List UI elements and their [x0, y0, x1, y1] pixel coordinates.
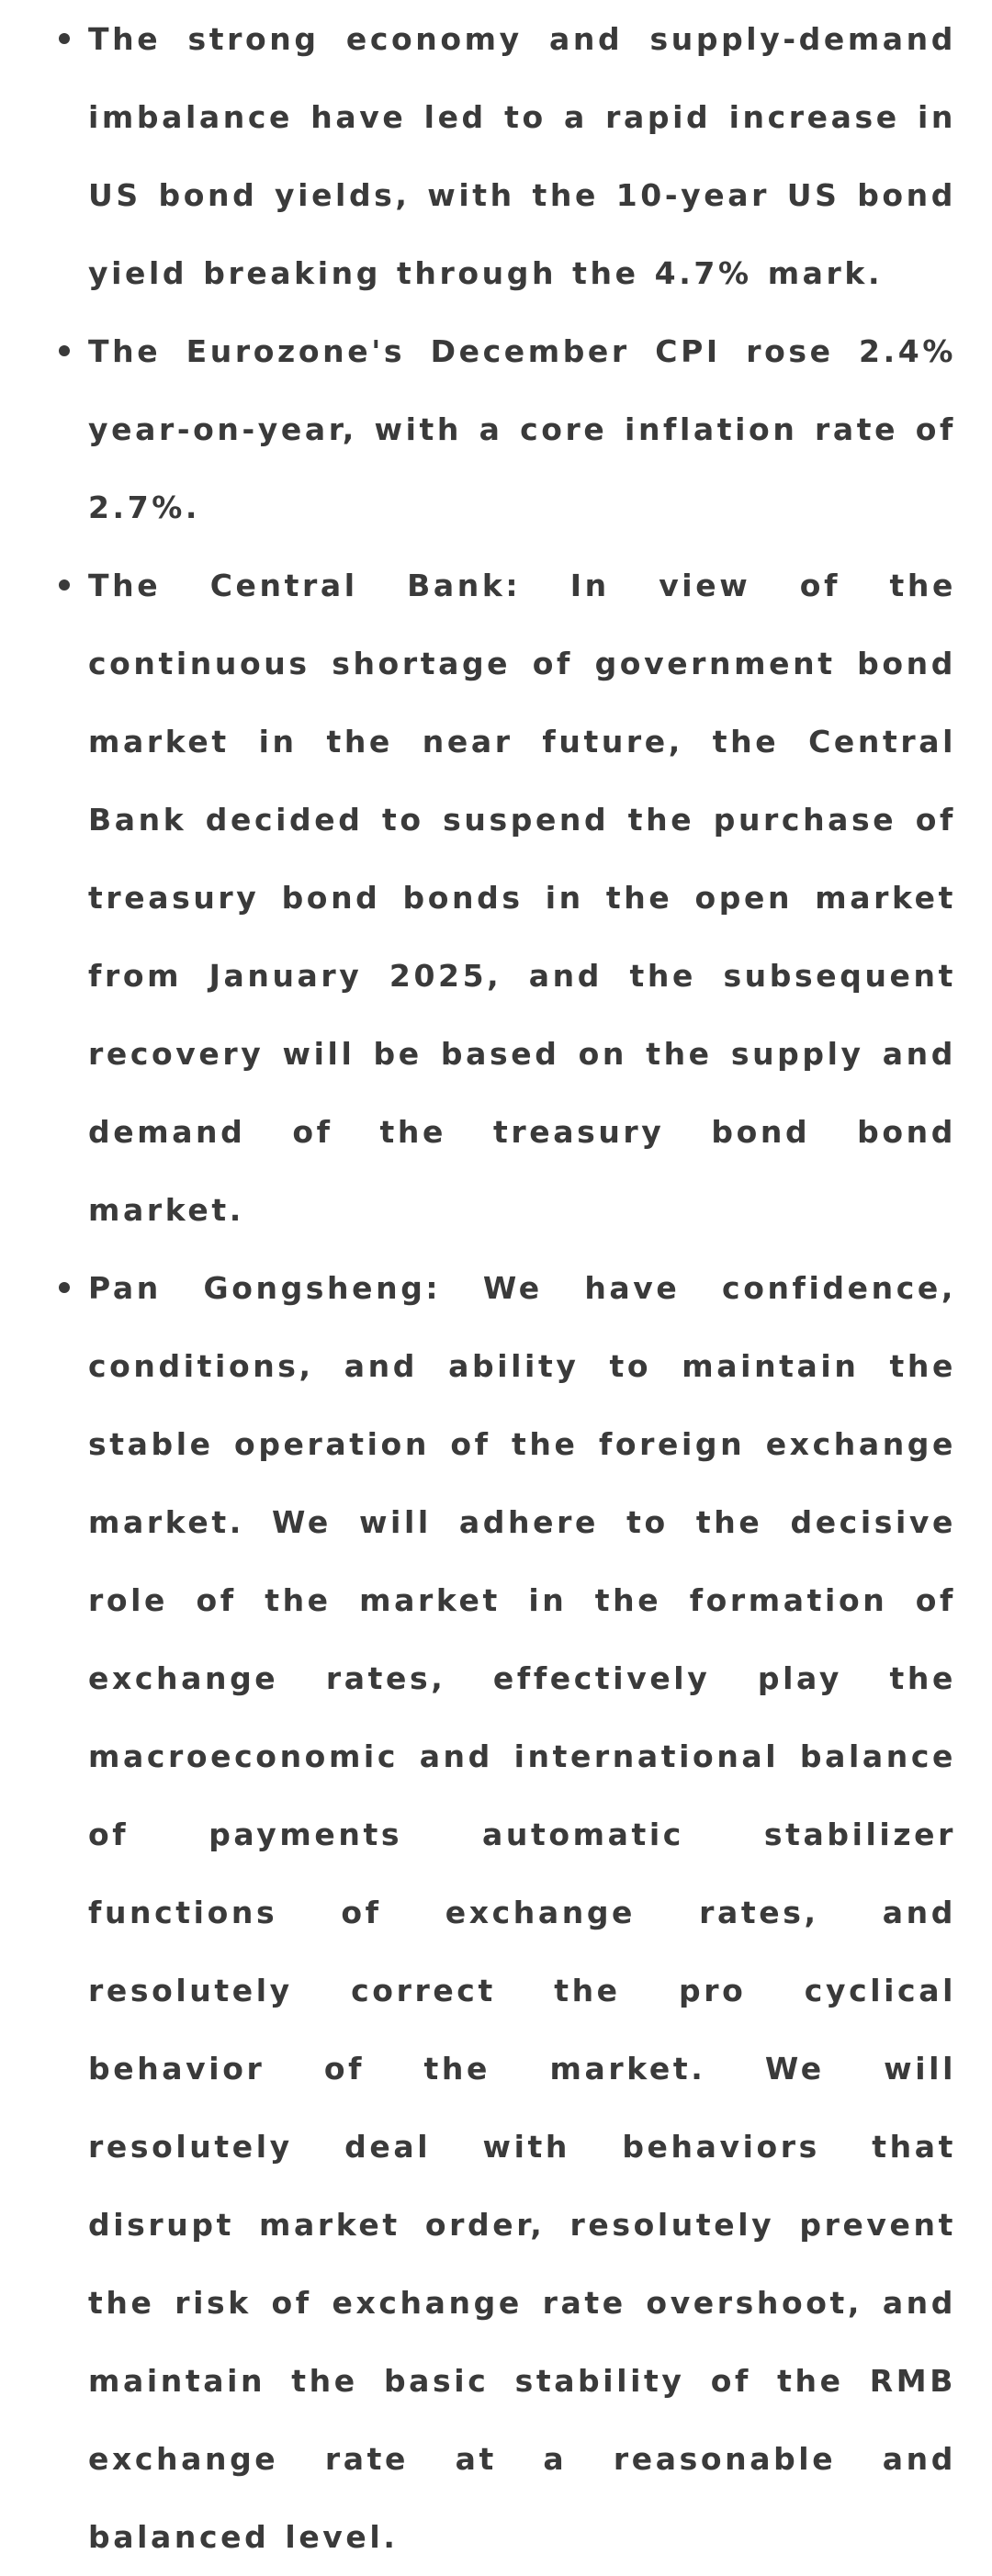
list-item	[88, 546, 956, 1249]
bullet-dot-icon	[59, 1282, 70, 1293]
list-item	[88, 0, 956, 312]
list-item-text: The Central Bank: In view of the continuous shortage of government bond market in the near future, the Central Bank decided to suspend the purchase of treasury bond bonds in the open market from January 2025, and the subsequent recovery will be based on the supply and demand of the treasury bond bond market.	[88, 568, 956, 1228]
bullet-dot-icon	[59, 579, 70, 591]
list-item-text: The Eurozone's December CPI rose 2.4% year-on-year, with a core inflation rate of 2.7%.	[88, 333, 956, 525]
list-item	[88, 1249, 956, 2576]
list-item	[88, 312, 956, 546]
bullet-dot-icon	[59, 33, 70, 44]
list-item-text: Pan Gongsheng: We have confidence, conditions, and ability to maintain the stable operation of the foreign exchange market. We will adhere to the decisive role of the market in the formation of exchange rates, effectively play the macroeconomic and international balance of payments automatic stabilizer functions of exchange rates, and resolutely correct the pro cyclical behavior of the market. We will resolutely deal with behaviors that disrupt market order, resolutely prevent the risk of exchange rate overshoot, and maintain the basic stability of the RMB exchange rate at a reasonable and balanced level.	[88, 1270, 956, 2555]
bullet-dot-icon	[59, 345, 70, 356]
list-item-text: The strong economy and supply-demand imbalance have led to a rapid increase in US bond yields, with the 10-year US bond yield breaking through the 4.7% mark.	[88, 21, 956, 291]
